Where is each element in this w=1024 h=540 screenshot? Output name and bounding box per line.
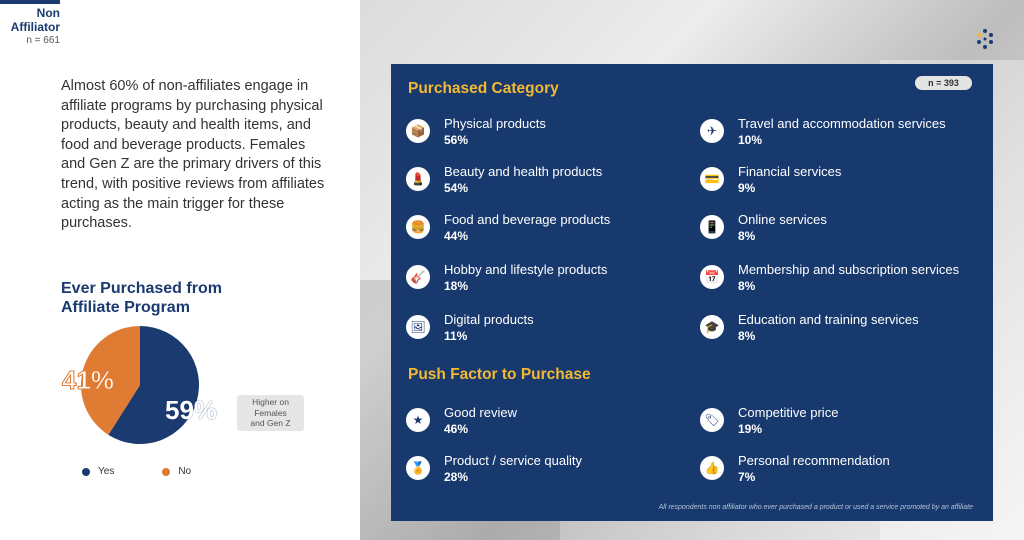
legend-label-no: No bbox=[178, 466, 192, 477]
category-row bbox=[700, 405, 838, 438]
pie-note-line1: Higher on bbox=[252, 397, 289, 407]
row-value: 28% bbox=[444, 470, 469, 484]
row-label: Online services bbox=[738, 212, 827, 227]
pie-label-yes: 59% bbox=[165, 395, 218, 425]
push-factor-title: Push Factor to Purchase bbox=[408, 366, 591, 383]
row-value: 10% bbox=[738, 133, 763, 147]
legend-item-no bbox=[162, 466, 191, 477]
results-panel bbox=[391, 64, 993, 521]
category-row bbox=[406, 212, 610, 245]
plane-icon: ✈ bbox=[700, 119, 724, 143]
hobby-icon: 🎸 bbox=[406, 265, 430, 289]
row-value: 18% bbox=[444, 279, 469, 293]
row-label: Competitive price bbox=[738, 405, 839, 420]
row-value: 7% bbox=[738, 470, 756, 484]
row-value: 46% bbox=[444, 422, 469, 436]
category-row bbox=[700, 212, 827, 245]
row-label: Good review bbox=[444, 405, 517, 420]
pie-note-line3: and Gen Z bbox=[250, 418, 291, 428]
pie-note bbox=[237, 395, 304, 431]
row-label: Physical products bbox=[444, 116, 546, 131]
category-row bbox=[700, 312, 919, 345]
category-row bbox=[700, 453, 890, 486]
pie-note-line2: Females bbox=[254, 407, 287, 418]
category-row bbox=[406, 116, 546, 149]
row-label: Product / service quality bbox=[444, 453, 583, 468]
category-row bbox=[406, 312, 534, 345]
accent-bar bbox=[0, 0, 60, 4]
food-icon: 🍔 bbox=[406, 215, 430, 239]
brand-logo-icon bbox=[975, 28, 995, 50]
cosmetics-icon: 💄 bbox=[406, 167, 430, 191]
row-value: 9% bbox=[738, 181, 756, 195]
segment-label bbox=[0, 6, 60, 48]
category-row bbox=[406, 262, 607, 295]
row-value: 44% bbox=[444, 229, 469, 243]
star-icon: ★ bbox=[406, 408, 430, 432]
row-value: 8% bbox=[738, 229, 756, 243]
category-row bbox=[700, 262, 959, 295]
graduation-cap-icon: 🎓 bbox=[700, 315, 724, 339]
calendar-icon: 📅 bbox=[700, 265, 724, 289]
price-tag-icon: 🏷 bbox=[700, 408, 724, 432]
legend-dot-yes bbox=[82, 468, 90, 476]
row-value: 19% bbox=[738, 422, 763, 436]
device-icon: 📱 bbox=[700, 215, 724, 239]
row-label: Personal recommendation bbox=[738, 453, 890, 468]
row-value: 56% bbox=[444, 133, 469, 147]
row-label: Hobby and lifestyle products bbox=[444, 262, 608, 277]
row-label: Food and beverage products bbox=[444, 212, 611, 227]
category-row bbox=[406, 405, 517, 438]
medal-icon: 🏅 bbox=[406, 456, 430, 480]
badge-text: n = 393 bbox=[928, 78, 959, 88]
pie-title: Ever Purchased from Affiliate Program bbox=[61, 280, 222, 316]
legend-label-yes: Yes bbox=[98, 466, 115, 477]
category-row bbox=[406, 164, 602, 197]
legend-dot-no bbox=[162, 468, 170, 476]
row-value: 8% bbox=[738, 279, 756, 293]
category-row bbox=[406, 453, 582, 486]
row-label: Financial services bbox=[738, 164, 842, 179]
row-label: Digital products bbox=[444, 312, 534, 327]
legend-item-yes bbox=[82, 466, 114, 477]
row-label: Travel and accommodation services bbox=[738, 116, 946, 131]
category-row bbox=[700, 164, 841, 197]
segment-sample-size: n = 661 bbox=[26, 35, 60, 46]
purchased-category-title: Purchased Category bbox=[408, 80, 559, 97]
card-icon: 💳 bbox=[700, 167, 724, 191]
row-value: 8% bbox=[738, 329, 756, 343]
recommendation-icon: 👍 bbox=[700, 456, 724, 480]
row-value: 11% bbox=[444, 329, 468, 343]
pie-legend bbox=[82, 466, 191, 477]
segment-line2: Affiliator bbox=[10, 20, 60, 34]
intro-paragraph: Almost 60% of non-affiliates engage in affiliate programs by purchasing physical products, beauty and health items, and food and beverage products. Females and Gen Z are the primary drivers of this trend, with positive reviews from affiliates acting as the main trigger for these purchases. bbox=[61, 78, 325, 232]
row-value: 54% bbox=[444, 181, 469, 195]
pie-label-no: 41% bbox=[62, 365, 115, 395]
category-row bbox=[700, 116, 946, 149]
row-label: Education and training services bbox=[738, 312, 919, 327]
row-label: Membership and subscription services bbox=[738, 262, 960, 277]
row-label: Beauty and health products bbox=[444, 164, 603, 179]
segment-line1: Non bbox=[36, 6, 60, 20]
footnote: All respondents non affiliator who ever purchased a product or used a service promoted by an affiliate bbox=[658, 504, 973, 511]
box-icon: 📦 bbox=[406, 119, 430, 143]
digital-icon: 🖼 bbox=[406, 315, 430, 339]
sample-size-badge bbox=[915, 76, 972, 90]
